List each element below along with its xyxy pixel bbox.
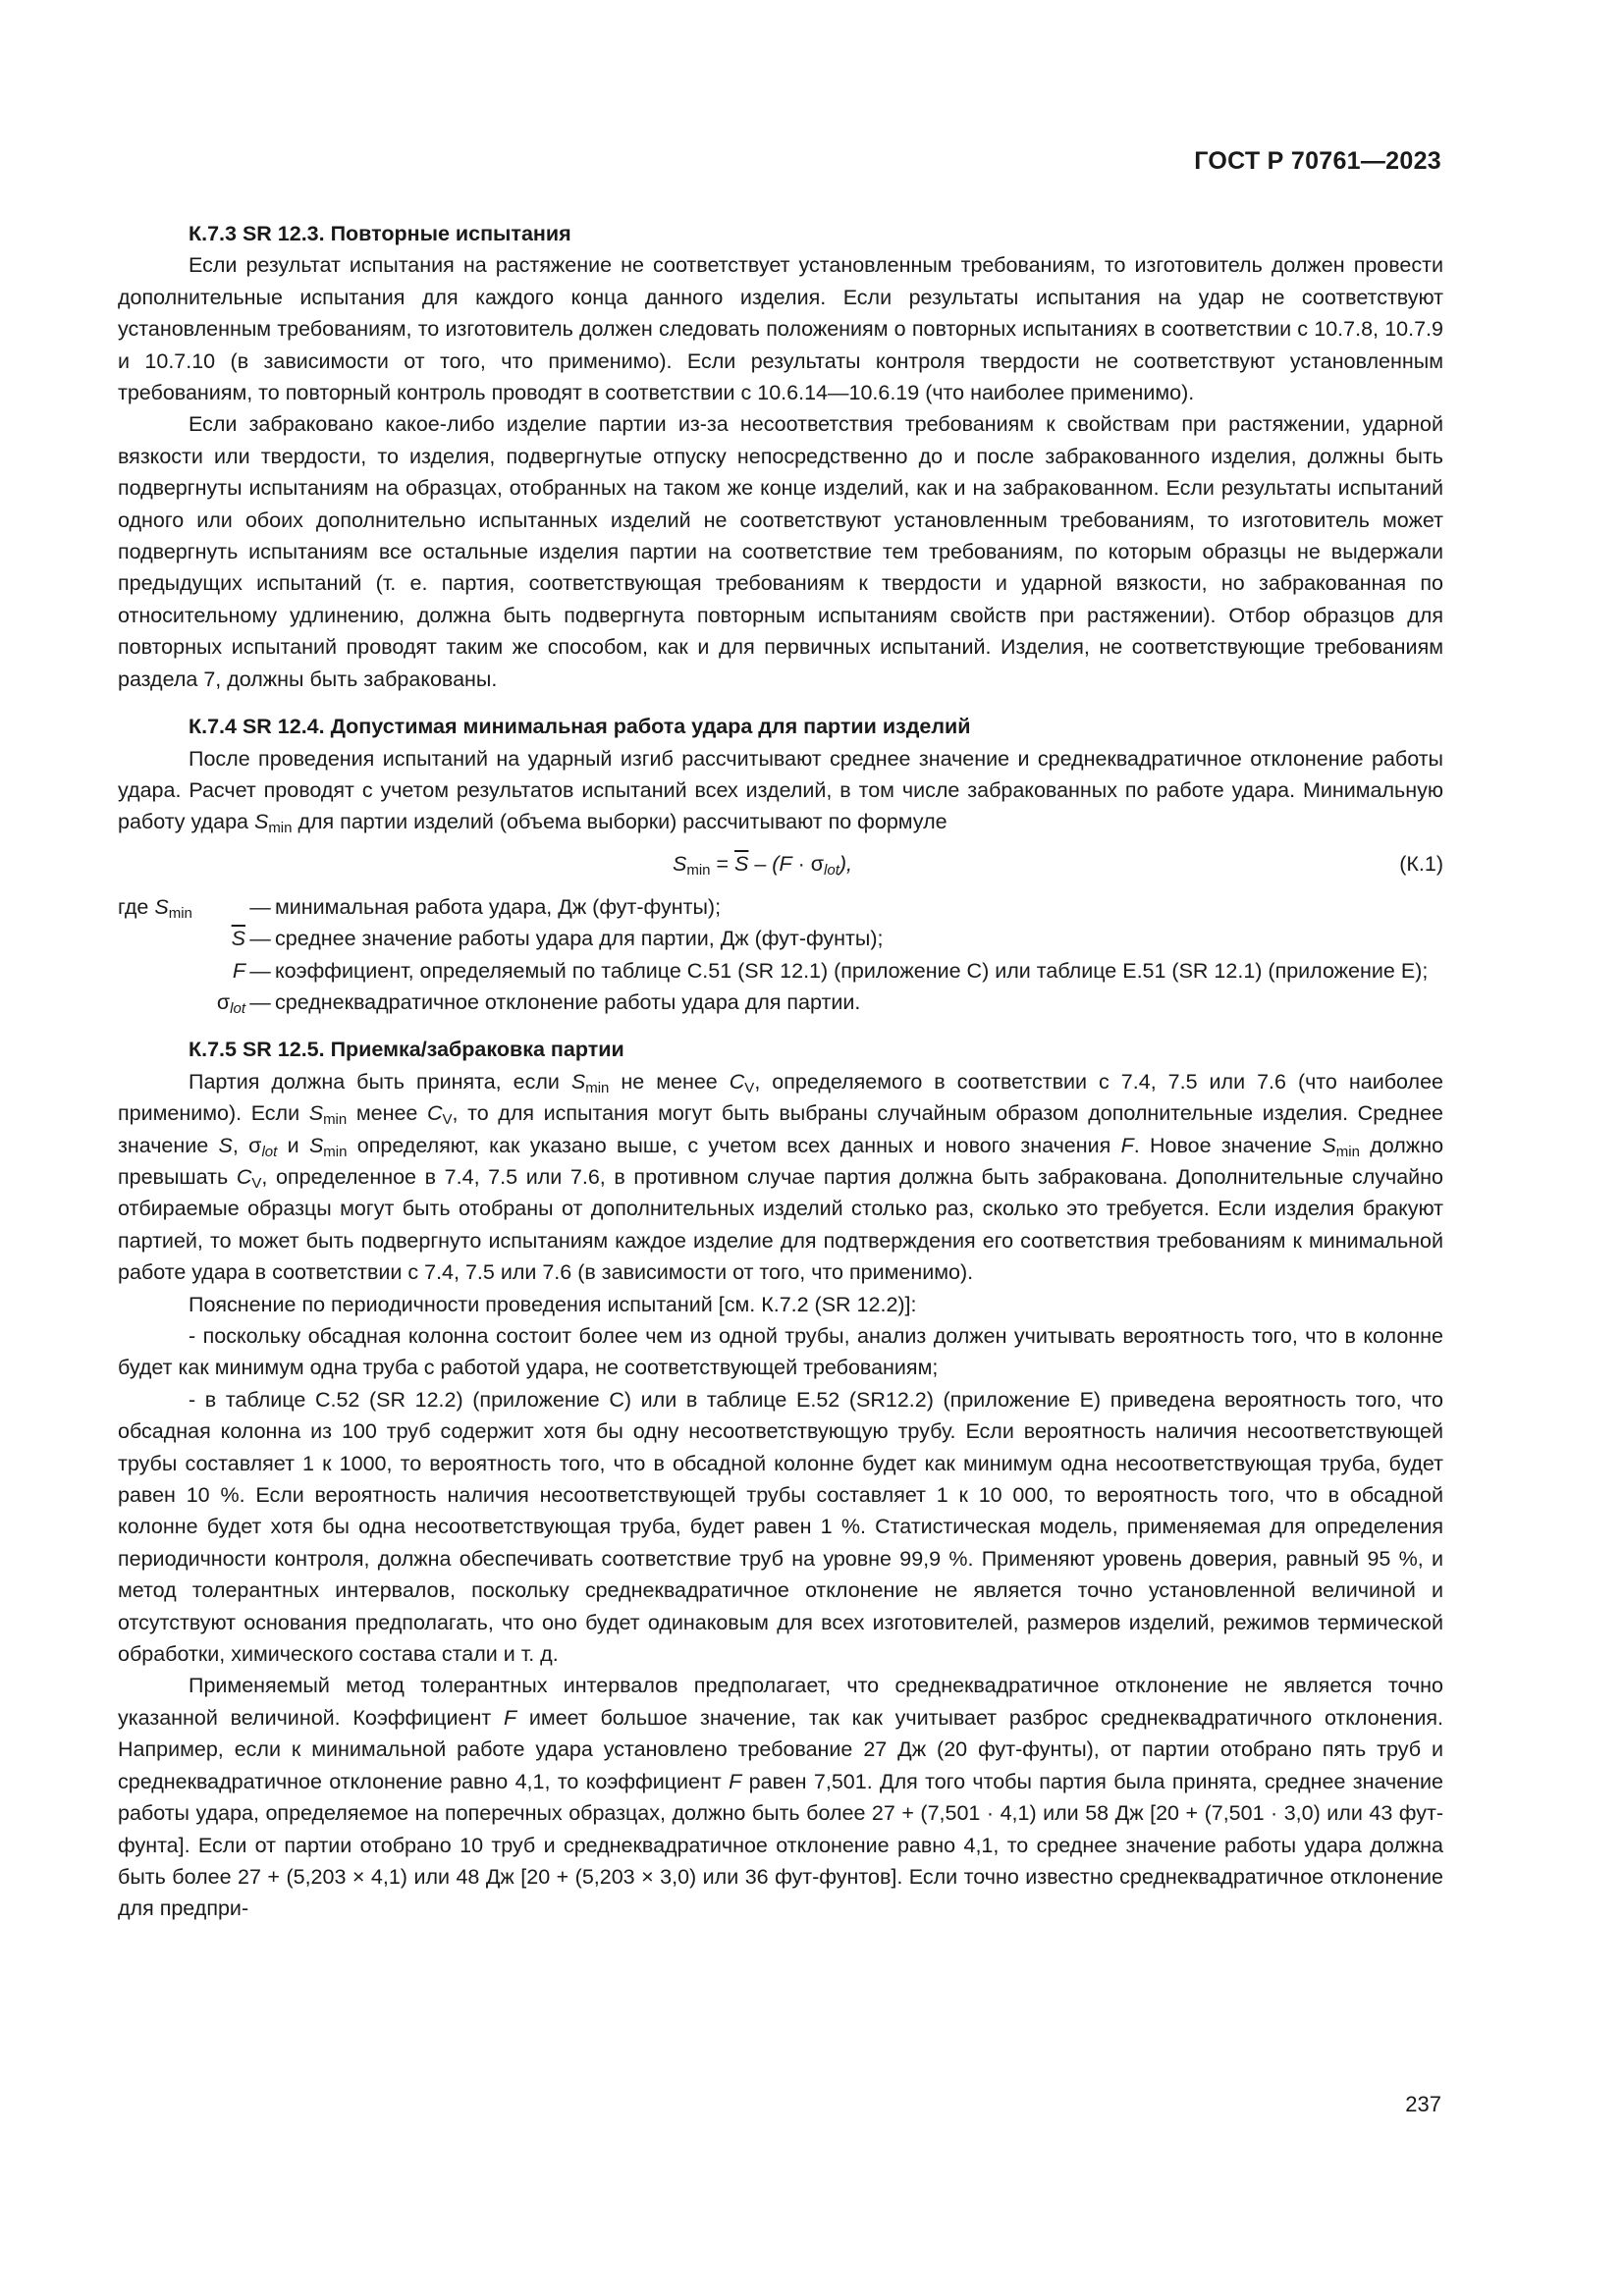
page-number: 237 [1405,2092,1441,2116]
section-title-k73: К.7.3 SR 12.3. Повторные испытания [189,222,571,245]
section-title-k74: К.7.4 SR 12.4. Допустимая минимальная работа удара для партии изделий [189,715,971,739]
legend-symbol: где $S_{min}$ [118,894,192,922]
document-header: ГОСТ Р 70761—2023 [1194,147,1441,175]
section-title-k75: К.7.5 SR 12.5. Приемка/забраковка партии [189,1038,624,1062]
legend-definition: коэффициент, определяемый по таблице С.51 (SR 12.1) (приложение С) или таблице Е.51 (SR 12.1) (приложение Е); [275,958,1429,983]
document-body [118,218,1443,1925]
paragraph: - поскольку обсадная колонна состоит более чем из одной трубы, анализ должен учитывать вероятность того, что в колонне будет как минимум одна труба с работой удара, не соответствующей требованиям; [118,1324,1443,1380]
paragraph: Пояснение по периодичности проведения испытаний [см. К.7.2 (SR 12.2)]: [189,1292,917,1316]
formula-legend: где $S_{min}$ — минимальная работа удара, Дж (фут-фунты); $\overline{S}$ — среднее значение работы удара для партии, Дж (фут-фунты); F — коэффициент, определяемый по таблице С.51 (SR 12.1) (приложение С) или таблице Е.51 (SR 12.1) (приложение Е); $\sigma_{lot}$ — среднеквадратичное отклонение работы удара для партии. [118,891,1443,1019]
paragraph: Если результат испытания на растяжение не соответствует установленным требованиям, то изготовитель должен провести дополнительные испытания для каждого конца данного изделия. Если результаты испытания на удар не соответствуют установленным требованиям, то изготовитель должен следовать положениям о повторных испытаниях в соответствии с 10.7.8, 10.7.9 и 10.7.10 (в зависимости от того, что применимо). Если результаты контроля твердости не соответствуют установленным требованиям, то повторный контроль проводят в соответствии с 10.6.14—10.6.19 (что наиболее применимо). [118,253,1443,405]
legend-symbol: F [232,958,245,983]
paragraph: Если забраковано какое-либо изделие партии из-за несоответствия требованиям к свойствам при растяжении, ударной вязкости или твердости, то изделия, подвергнутые отпуску непосредственно до и после забракованного изделия, должны быть подвергнуты испытаниям на образцах, отобранных на таком же конце изделий, как и на забракованном. Если результаты испытаний одного или обоих дополнительно испытанных изделий не соответствуют установленным требованиям, то изготовитель может подвергнуть испытаниям все остальные изделия партии на соответствие тем требованиям, по которым образцы не выдержали предыдущих испытаний (т. е. партия, соответствующая требованиям к твердости и ударной вязкости, но забракованная по относительному удлинению, должна быть подвергнута повторным испытаниям свойств при растяжении). Отбор образцов для повторных испытаний проводят таким же способом, как и для первичных испытаний. Изделия, не соответствующие требованиям раздела 7, должны быть забракованы. [118,412,1443,691]
legend-definition: минимальная работа удара, Дж (фут-фунты); [275,894,722,919]
paragraph: Применяемый метод толерантных интервалов предполагает, что среднеквадратичное отклонение не является точно указанной величиной. Коэффициент F имеет большое значение, так как учитывает разброс среднеквадратичного отклонения. Например, если к минимальной работе удара установлено требование 27 Дж (20 фут-фунты), от партии отобрано пять труб и среднеквадратичное отклонение равно 4,1, то коэффициент F равен 7,501. Для того чтобы партия была принята, среднее значение работы удара, определяемое на поперечных образцах, должно быть более 27 + (7,501 · 4,1) или 58 Дж [20 + (7,501 · 3,0) или 43 фут-фунта]. Если от партии отобрано 10 труб и среднеквадратичное отклонение равно 4,1, то среднее значение работы удара должна быть более 27 + (5,203 × 4,1) или 48 Дж [20 + (5,203 × 3,0) или 36 фут-фунтов]. Если точно известно среднеквадратичное отклонение для предпри- [118,1674,1444,1921]
formula-number: (К.1) [1399,851,1443,876]
paragraph: Партия должна быть принята, если $S_{min}$ не менее $C_V$, определяемого в соответствии с 7.4, 7.5 или 7.6 (что наиболее применимо). Если $S_{min}$ менее $C_V$, то для испытания могут быть выбраны случайным образом дополнительные изделия. Среднее значение S, $\sigma_{lot}$ и $S_{min}$ определяют, как указано выше, с учетом всех данных и нового значения F. Новое значение $S_{min}$ должно превышать $C_V$, определенное в 7.4, 7.5 или 7.6, в противном случае партия должна быть забракована. Дополнительные случайно отбираемые образцы могут быть отобраны от дополнительных изделий столько раз, сколько это требуется. Если изделия бракуют партией, то может быть подвергнуто испытаниям каждое изделие для подтверждения его соответствия требованиям к минимальной работе удара в соответствии с 7.4, 7.5 или 7.6 (в зависимости от того, что применимо). [118,1069,1444,1285]
paragraph: - в таблице С.52 (SR 12.2) (приложение С) или в таблице Е.52 (SR12.2) (приложение Е) приведена вероятность того, что обсадная колонна из 100 труб содержит хотя бы одну несоответствующую трубу. Если вероятность наличия несоответствующей трубы составляет 1 к 1000, то вероятность того, что в обсадной колонне будет как минимум одна несоответствующая труба, будет равен 10 %. Если вероятность наличия несоответствующей трубы составляет 1 к 10 000, то вероятность того, что в обсадной колонне будет хотя бы одна несоответствующая труба, будет равен 1 %. Статистическая модель, применяемая для определения периодичности контроля, должна обеспечивать соответствие труб на уровне 99,9 %. Применяют уровень доверия, равный 95 %, и метод толерантных интервалов, поскольку среднеквадратичное отклонение не является точно установленной величиной и отсутствуют основания предполагать, что оно будет одинаковым для всех изготовителей, размеров изделий, режимов термической обработки, химического состава стали и т. д. [118,1387,1443,1667]
legend-symbol: $\sigma_{lot}$ [216,989,245,1017]
legend-definition: среднеквадратичное отклонение работы удара для партии. [275,989,861,1014]
formula-expression: $S_{min} = \overline{S} - (F \cdot \sigma_{lot})$, [673,851,853,879]
paragraph: После проведения испытаний на ударный изгиб рассчитывают среднее значение и среднеквадратичное отклонение работы удара. Расчет проводят с учетом результатов испытаний всех изделий, в том числе забракованных по работе удара. Минимальную работу удара $S_{min}$ для партии изделий (объема выборки) рассчитывают по формуле [118,746,1443,837]
legend-definition: среднее значение работы удара для партии, Дж (фут-фунты); [275,927,884,951]
legend-symbol: $\overline{S}$ [231,927,245,951]
formula-k1 [118,842,1443,885]
